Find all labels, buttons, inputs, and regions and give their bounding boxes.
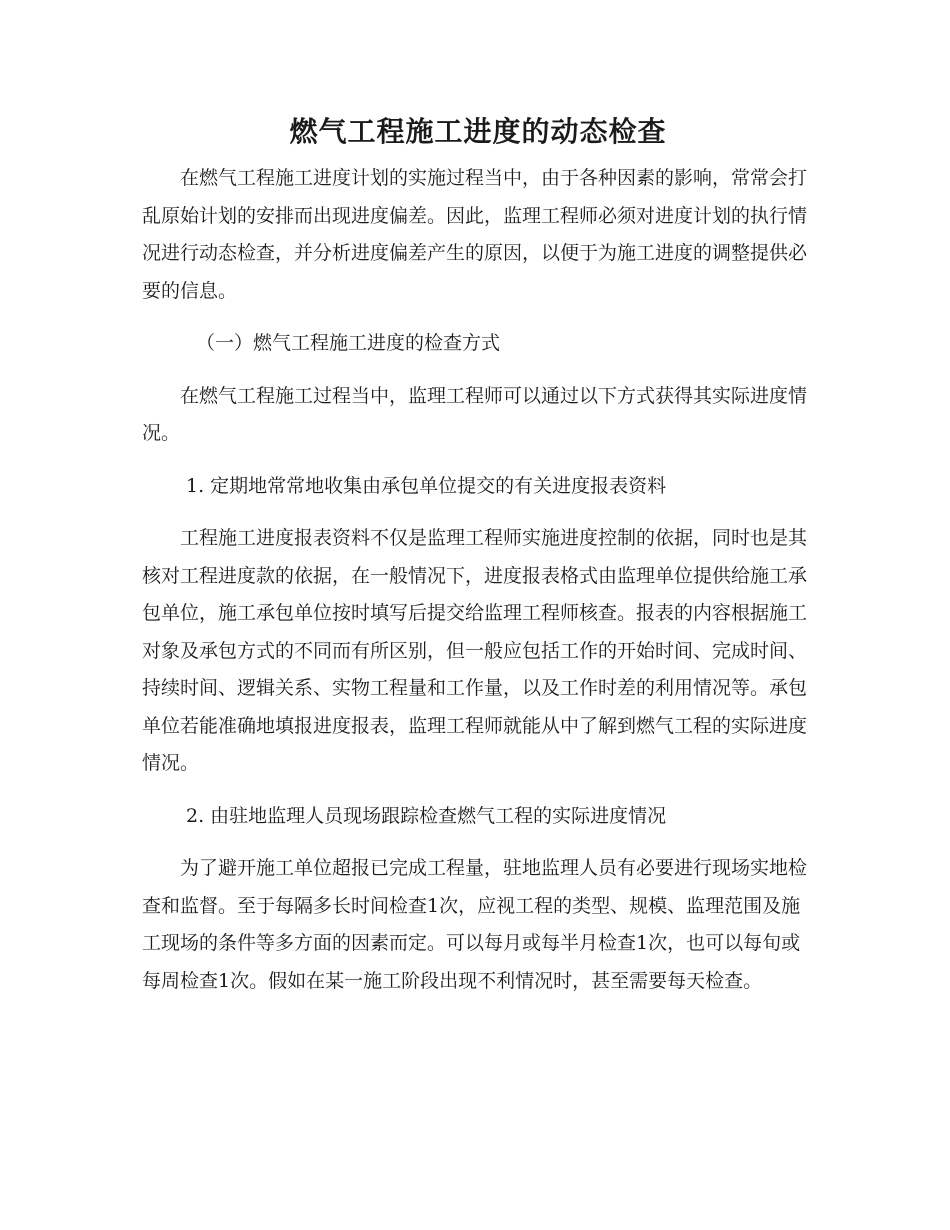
item-2-heading: 2. 由驻地监理人员现场跟踪检查燃气工程的实际进度情况 [186, 804, 667, 827]
document-page [142, 112, 814, 1015]
item-1-heading: 1. 定期地常常地收集由承包单位提交的有关进度报表资料 [186, 474, 667, 497]
item-2-paragraph: 为了避开施工单位超报已完成工程量，驻地监理人员有必要进行现场实地检查和监督。至于每隔多长时间检查1次，应视工程的类型、规模、监理范围及施工现场的条件等多方面的因素而定。可以每月或每半月检查1次，也可以每旬或每周检查1次。假如在某一施工阶段出现不利情况时，甚至需要每天检查。 [142, 857, 808, 992]
item-1-paragraph: 工程施工进度报表资料不仅是监理工程师实施进度控制的依据，同时也是其核对工程进度款的依据，在一般情况下，进度报表格式由监理单位提供给施工承包单位，施工承包单位按时填写后提交给监理工程师核查。报表的内容根据施工对象及承包方式的不同而有所区别，但一般应包括工作的开始时间、完成时间、持续时间、逻辑关系、实物工程量和工作量，以及工作时差的利用情况等。承包单位若能准确地填报进度报表，监理工程师就能从中了解到燃气工程的实际进度情况。 [142, 527, 808, 774]
section-1-paragraph: 在燃气工程施工过程当中，监理工程师可以通过以下方式获得其实际进度情况。 [142, 384, 808, 444]
section-1-heading: （一）燃气工程施工进度的检查方式 [196, 332, 501, 354]
document-title: 燃气工程施工进度的动态检查 [289, 115, 667, 148]
intro-paragraph: 在燃气工程施工进度计划的实施过程当中，由于各种因素的影响，常常会打乱原始计划的安排而出现进度偏差。因此，监理工程师必须对进度计划的执行情况进行动态检查，并分析进度偏差产生的原因，以便于为施工进度的调整提供必要的信息。 [142, 167, 808, 302]
